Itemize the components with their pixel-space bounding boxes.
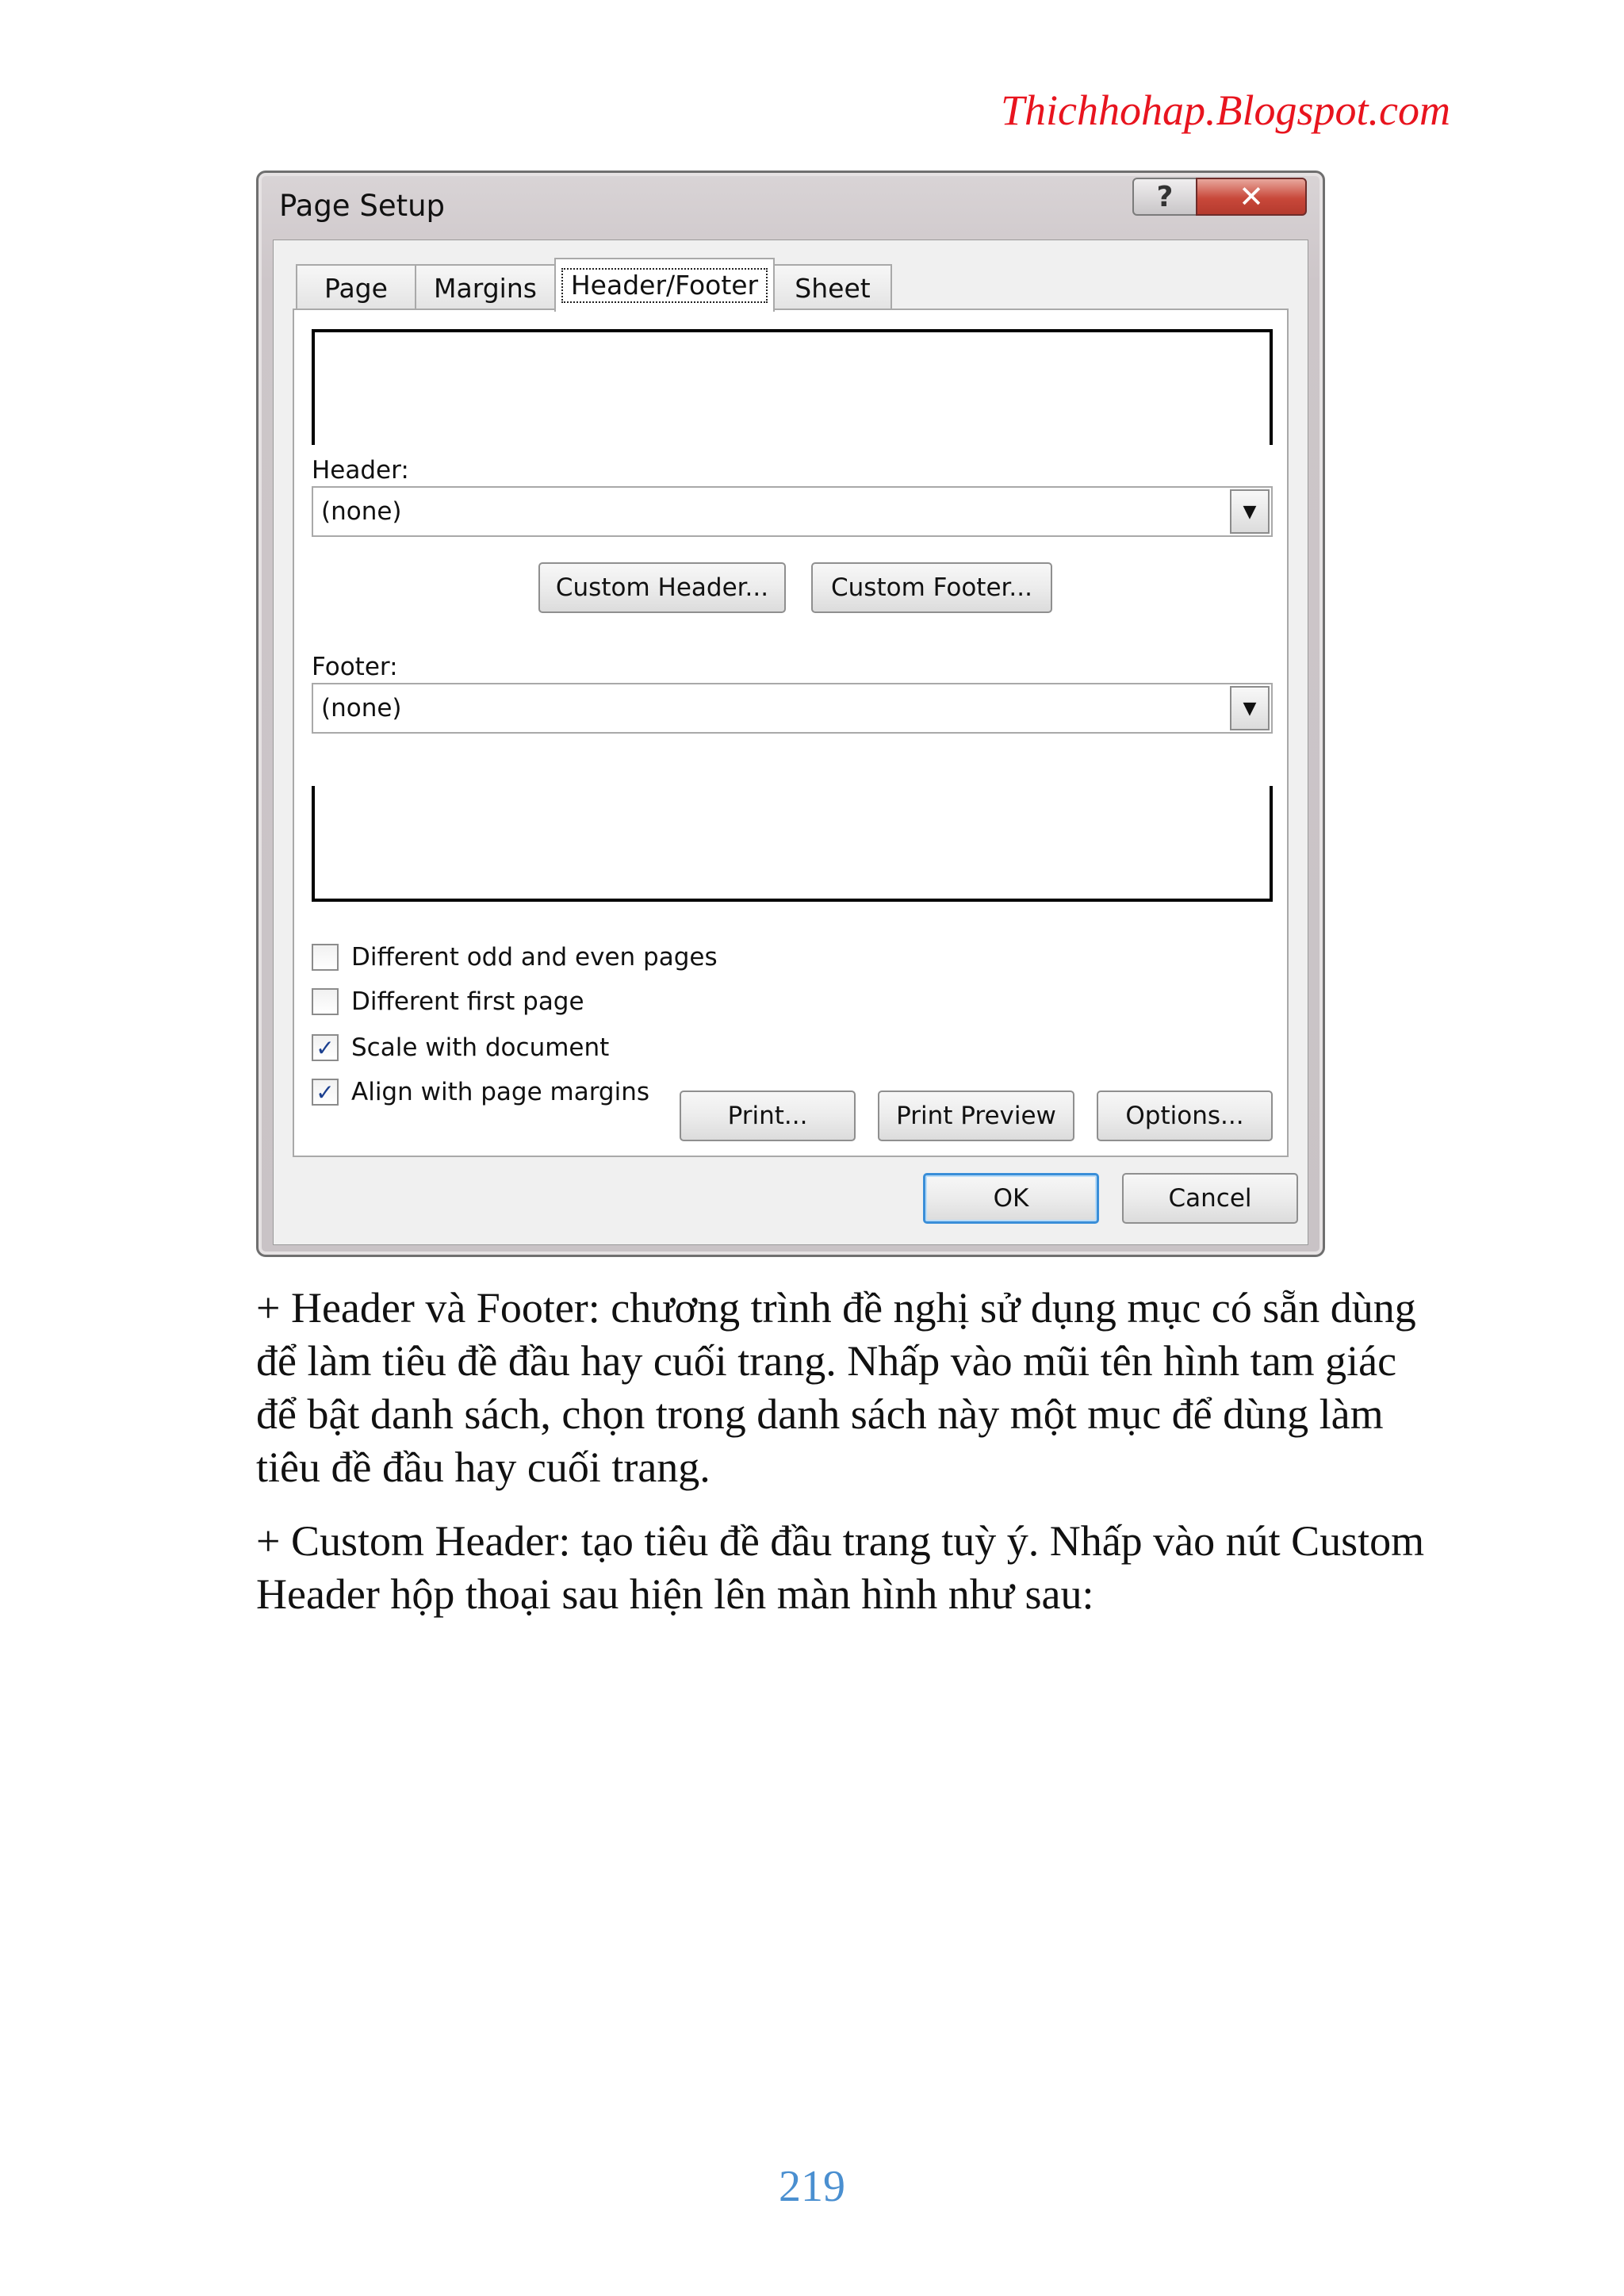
paragraph-custom-header: + Custom Header: tạo tiêu đề đầu trang tuỳ ý. Nhấp vào nút Custom Header hộp thoại sau hiện lên màn hình như sau: <box>256 1517 1425 1618</box>
button-label: Custom Header... <box>555 573 769 602</box>
checkbox-label: Different odd and even pages <box>351 943 718 972</box>
checkbox-align-margins[interactable] <box>312 1076 649 1108</box>
header-dropdown[interactable] <box>312 486 1273 537</box>
paragraph-header-footer: + Header và Footer: chương trình đề nghị sử dụng mục có sẵn dùng để làm tiêu đề đầu hay cuối trang. Nhấp vào mũi tên hình tam giác để bật danh sách, chọn trong danh sách này một mục để dùng làm tiêu đề đầu hay cuối trang. <box>256 1284 1416 1491</box>
tab-margins[interactable] <box>415 264 556 310</box>
close-icon: ✕ <box>1239 179 1264 214</box>
checkbox-label: Align with page margins <box>351 1078 649 1106</box>
header-dropdown-arrow[interactable] <box>1230 489 1270 534</box>
button-label: Custom Footer... <box>831 573 1032 602</box>
cancel-button[interactable] <box>1122 1173 1298 1224</box>
tab-label: Margins <box>434 272 537 304</box>
custom-footer-button[interactable] <box>811 562 1052 613</box>
tab-page[interactable] <box>296 264 416 310</box>
checkbox-scale-with-document[interactable] <box>312 1032 609 1064</box>
checkbox-label: Scale with document <box>351 1033 610 1062</box>
help-icon: ? <box>1156 180 1174 213</box>
title-bar <box>259 173 1323 240</box>
help-button[interactable] <box>1132 178 1197 216</box>
checkbox-odd-even[interactable] <box>312 941 718 973</box>
site-header: Thichhohap.Blogspot.com <box>1001 86 1450 134</box>
check-icon: ✓ <box>316 1079 335 1106</box>
tab-label: Sheet <box>795 272 871 304</box>
footer-dropdown-arrow[interactable] <box>1230 686 1270 730</box>
options-button[interactable] <box>1097 1091 1273 1141</box>
header-label: Header: <box>312 456 409 485</box>
page-number: 219 <box>779 2162 845 2211</box>
chevron-down-icon: ▼ <box>1243 698 1257 719</box>
ok-button[interactable] <box>923 1173 1099 1224</box>
print-preview-button[interactable] <box>878 1091 1074 1141</box>
checkbox-box[interactable] <box>312 988 339 1015</box>
button-label: Print Preview <box>896 1102 1056 1130</box>
tab-label: Page <box>324 272 388 304</box>
tab-header-footer[interactable] <box>554 258 775 312</box>
button-label: OK <box>993 1184 1029 1213</box>
footer-dropdown[interactable] <box>312 683 1273 734</box>
custom-header-button[interactable] <box>538 562 786 613</box>
checkbox-box[interactable] <box>312 1034 339 1061</box>
footer-label: Footer: <box>312 653 398 681</box>
tab-sheet[interactable] <box>773 264 892 310</box>
dialog-client-area <box>273 240 1308 1245</box>
close-button[interactable] <box>1196 178 1307 216</box>
tab-label: Header/Footer <box>561 268 768 303</box>
checkbox-label: Different first page <box>351 987 584 1016</box>
checkbox-box[interactable] <box>312 944 339 971</box>
footer-dropdown-value: (none) <box>321 694 402 723</box>
dialog-title: Page Setup <box>279 189 446 223</box>
check-icon: ✓ <box>316 1034 335 1061</box>
chevron-down-icon: ▼ <box>1243 501 1257 522</box>
button-label: Cancel <box>1168 1184 1252 1213</box>
checkbox-box[interactable] <box>312 1079 339 1106</box>
page-setup-dialog <box>256 171 1325 1257</box>
button-label: Options... <box>1125 1102 1244 1130</box>
checkbox-first-page[interactable] <box>312 986 584 1018</box>
header-preview <box>312 329 1273 445</box>
button-label: Print... <box>727 1102 808 1130</box>
header-dropdown-value: (none) <box>321 497 402 526</box>
footer-preview <box>312 786 1273 902</box>
print-button[interactable] <box>680 1091 856 1141</box>
header-footer-panel <box>293 309 1289 1157</box>
